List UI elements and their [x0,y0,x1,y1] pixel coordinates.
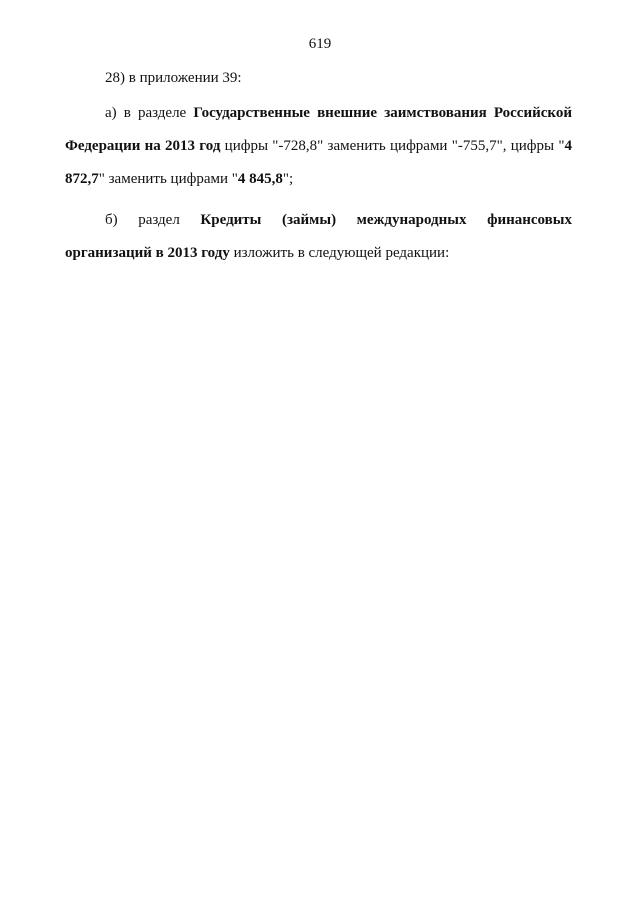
paragraph-b [65,204,572,270]
paragraph-b-line-1 [105,204,572,237]
paragraph-b-word-loans: (займы) [281,212,337,228]
paragraph-a-text-1: цифры "-728,8" заменить цифрами "-755,7", цифры " [220,138,565,154]
paragraph-b-line-2 [65,237,572,270]
new-value-bold: 4 845,8 [237,171,283,187]
paragraph-b-word-credits: Кредиты [200,212,262,228]
paragraph-a-text-2: " заменить цифрами " [98,171,238,187]
paragraph-b-word-financial: финансовых [487,212,572,228]
paragraph-b-word-international: международных [356,212,467,228]
paragraph-b-word-section: раздел [138,212,180,228]
old-value-bold: 4 872,7 [65,138,572,187]
paragraph-a-prefix: а) в разделе [105,105,194,121]
paragraph-a-text-3: "; [282,171,294,187]
paragraph-b-bold-tail: организаций в 2013 году [65,245,230,261]
paragraph-a [65,97,572,196]
page-number: 619 [308,36,332,52]
section-title-bold: Государственные внешние заимствования Российской Федерации на 2013 год [65,105,572,154]
paragraph-b-rest: изложить в следующей редакции: [229,245,450,261]
item-28-heading: 28) в приложении 39: [105,70,242,86]
paragraph-b-marker: б) [105,212,118,228]
